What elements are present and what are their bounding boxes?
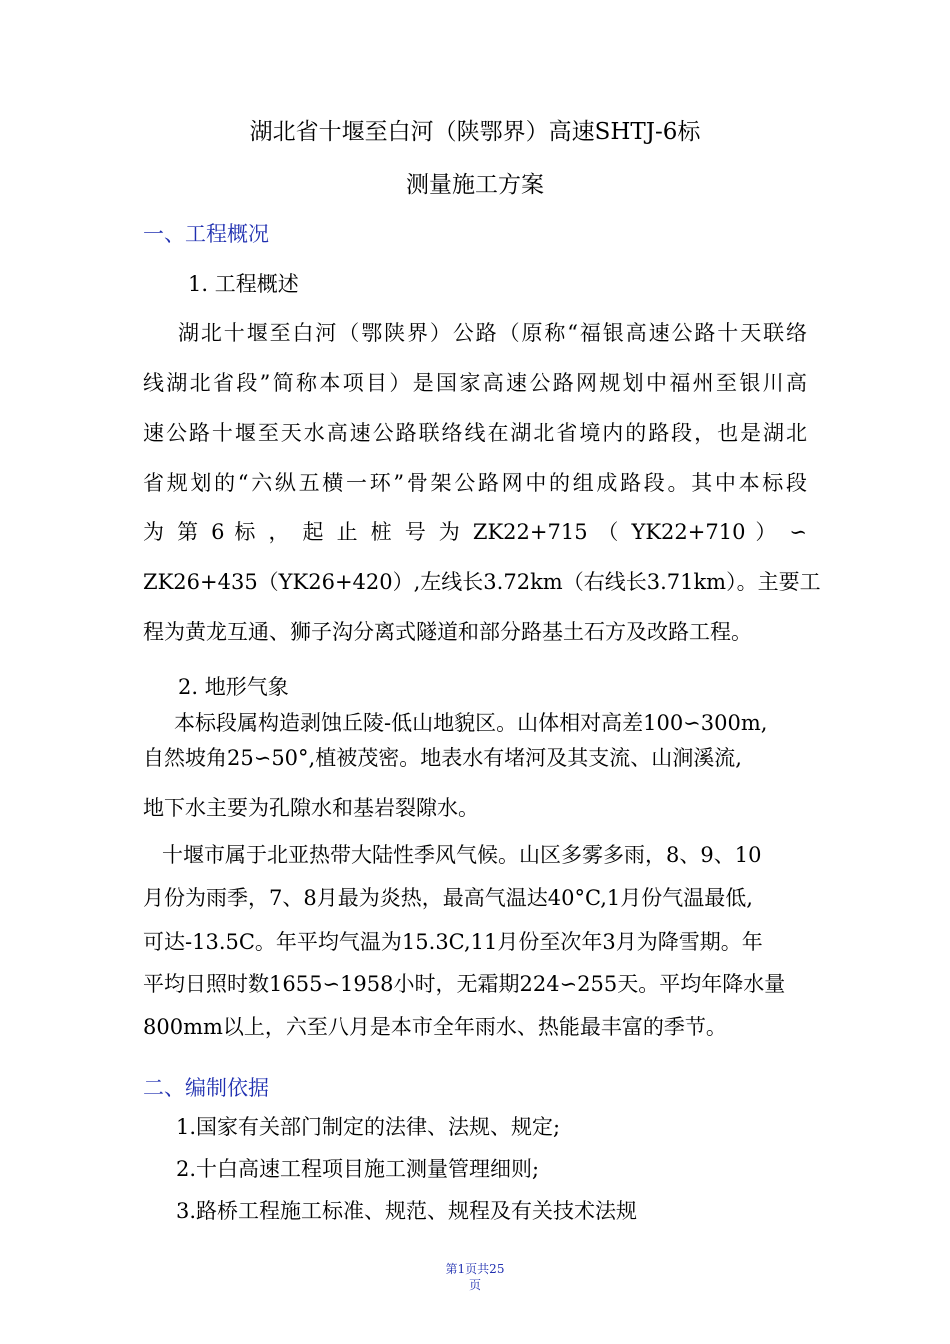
paragraph-line: 平均日照时数1655∽1958小时，无霜期224∽255天。平均年降水量 — [143, 972, 786, 996]
list-item: 1.国家有关部门制定的法律、法规、规定; — [176, 1115, 561, 1139]
paragraph-line: 本标段属构造剥蚀丘陵-低山地貌区。山体相对高差100∽300m, — [174, 711, 768, 735]
subsection-heading-terrain: 2. 地形气象 — [178, 675, 289, 699]
paragraph-line: 为 第 6 标 ， 起 止 桩 号 为 ZK22+715 （ YK22+710 ） ∽ — [143, 520, 807, 544]
paragraph-line: 线湖北省段”简称本项目）是国家高速公路网规划中福州至银川高 — [143, 371, 807, 395]
list-item: 2.十白高速工程项目施工测量管理细则; — [176, 1157, 540, 1181]
document-subtitle: 测量施工方案 — [406, 172, 544, 198]
paragraph-line: 程为黄龙互通、狮子沟分离式隧道和部分路基土石方及改路工程。 — [143, 620, 752, 644]
page-number-suffix: 页 — [468, 1278, 481, 1292]
paragraph-line: 自然坡角25∽50°,植被茂密。地表水有堵河及其支流、山涧溪流, — [143, 746, 742, 770]
document-title: 湖北省十堰至白河（陕鄂界）高速SHTJ-6标 — [249, 119, 701, 145]
paragraph-line: 地下水主要为孔隙水和基岩裂隙水。 — [143, 796, 479, 820]
paragraph-line: 速公路十堰至天水高速公路联络线在湖北省境内的路段，也是湖北 — [143, 421, 807, 445]
paragraph-line: ZK26+435（YK26+420）,左线长3.72km（右线长3.71km）。主要工 — [143, 570, 821, 594]
list-item: 3.路桥工程施工标准、规范、规程及有关技术法规 — [176, 1199, 638, 1223]
paragraph-line: 湖北十堰至白河（鄂陕界）公路（原称“福银高速公路十天联络 — [178, 321, 807, 345]
subsection-heading-summary: 1. 工程概述 — [188, 272, 299, 296]
paragraph-line: 十堰市属于北亚热带大陆性季风气候。山区多雾多雨，8、9、10 — [162, 843, 762, 867]
paragraph-line: 月份为雨季，7、8月最为炎热，最高气温达40°C,1月份气温最低, — [143, 886, 753, 910]
section-heading-basis: 二、编制依据 — [143, 1076, 269, 1100]
page-number: 第1页共25 — [445, 1262, 505, 1276]
paragraph-line: 800mm以上，六至八月是本市全年雨水、热能最丰富的季节。 — [143, 1015, 727, 1039]
paragraph-line: 省规划的“六纵五横一环”骨架公路网中的组成路段。其中本标段 — [143, 471, 807, 495]
paragraph-line: 可达-13.5C。年平均气温为15.3C,11月份至次年3月为降雪期。年 — [143, 930, 763, 954]
section-heading-overview: 一、工程概况 — [143, 222, 269, 246]
